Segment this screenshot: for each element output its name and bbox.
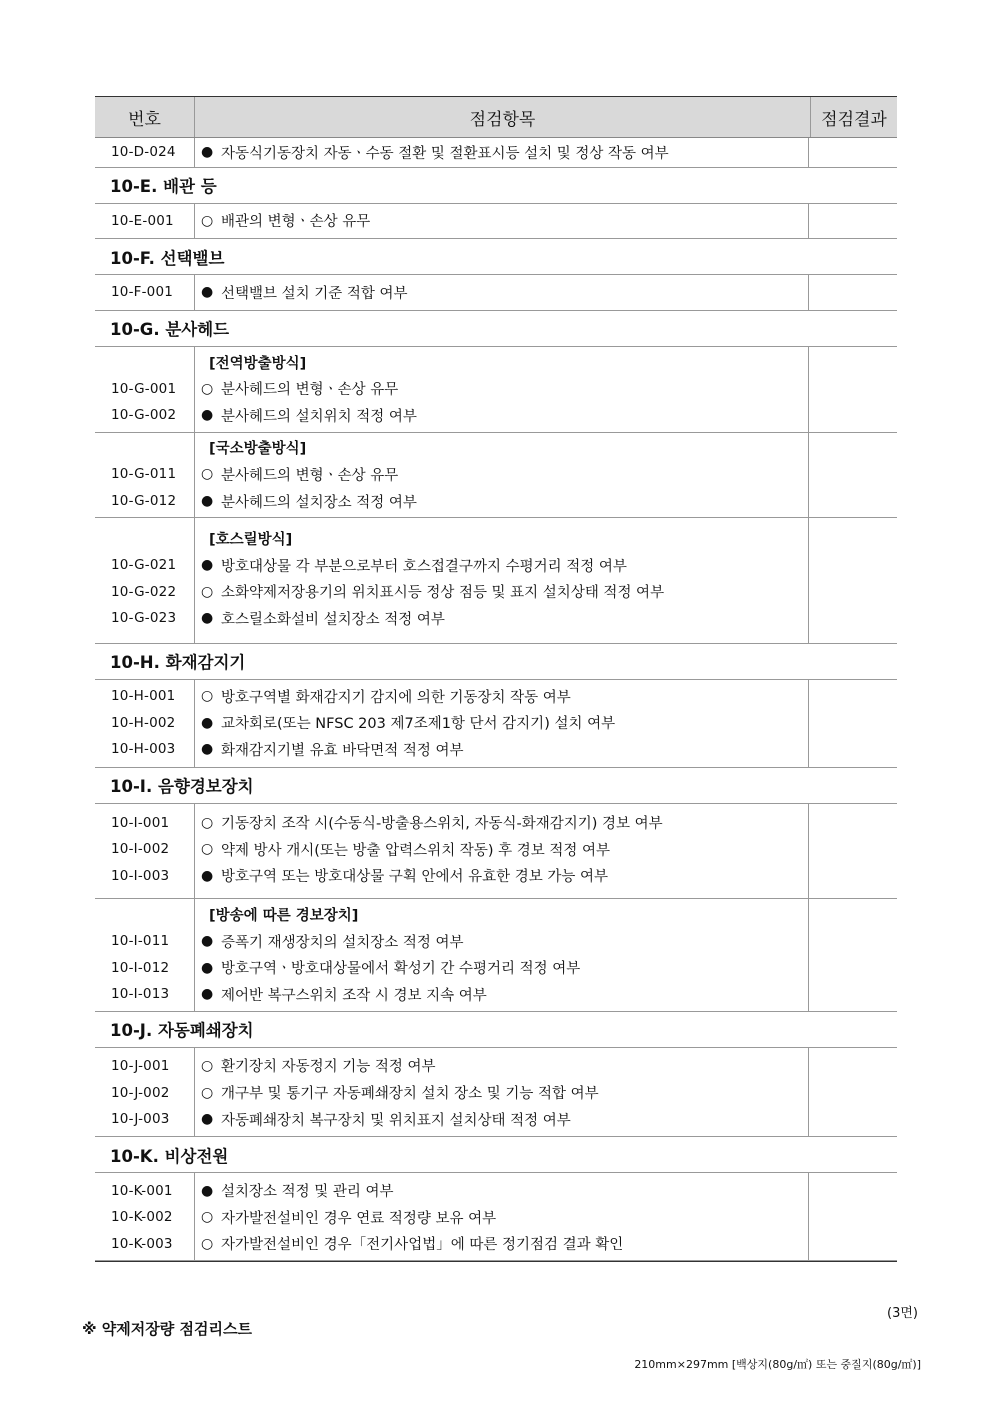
checklist-table bbox=[95, 96, 897, 1262]
filled-circle-icon: ● bbox=[201, 933, 214, 950]
item-code: 10-H-001 bbox=[111, 688, 176, 705]
item-text-cell bbox=[194, 204, 809, 239]
item-text-cell bbox=[194, 1173, 809, 1260]
open-circle-icon: ○ bbox=[201, 1057, 214, 1074]
subheading: [국소방출방식] bbox=[209, 441, 307, 458]
item-text: 약제 방사 개시(또는 방출 압력스위치 작동) 후 경보 적정 여부 bbox=[221, 842, 610, 859]
item-text: 방호구역 또는 방호대상물 구획 안에서 유효한 경보 가능 여부 bbox=[221, 869, 609, 886]
item-code: 10-I-013 bbox=[111, 986, 170, 1003]
filled-circle-icon: ● bbox=[201, 986, 214, 1003]
result-cell[interactable] bbox=[809, 899, 895, 1010]
item-code: 10-I-012 bbox=[111, 959, 170, 976]
item-number-cell bbox=[95, 275, 194, 310]
item-number-cell bbox=[95, 204, 194, 239]
table-row bbox=[95, 680, 897, 768]
item-text: 소화약제저장용기의 위치표시등 정상 점등 및 표지 설치상태 적정 여부 bbox=[221, 585, 665, 602]
item-code: 10-J-003 bbox=[111, 1111, 170, 1128]
item-text: 분사헤드의 설치위치 적정 여부 bbox=[221, 408, 417, 425]
table-row bbox=[95, 275, 897, 311]
result-cell[interactable] bbox=[809, 138, 895, 167]
item-text: 교차회로(또는 NFSC 203 제7조제1항 단서 감지기) 설치 여부 bbox=[221, 716, 616, 733]
item-text: 화재감지기별 유효 바닥면적 적정 여부 bbox=[221, 742, 464, 759]
result-cell[interactable] bbox=[809, 275, 895, 310]
item-text-cell bbox=[194, 138, 809, 167]
subheading: [호스릴방식] bbox=[209, 532, 293, 549]
open-circle-icon: ○ bbox=[201, 841, 214, 858]
item-text: 방호구역ㆍ방호대상물에서 확성기 간 수평거리 적정 여부 bbox=[221, 961, 581, 978]
open-circle-icon: ○ bbox=[201, 466, 214, 483]
item-code: 10-F-001 bbox=[111, 284, 174, 301]
item-text: 증폭기 재생장치의 설치장소 적정 여부 bbox=[221, 934, 464, 951]
item-number-cell bbox=[95, 347, 194, 432]
section-heading: 10-K. 비상전원 bbox=[95, 1137, 897, 1173]
table-row bbox=[95, 1173, 897, 1261]
result-cell[interactable] bbox=[809, 518, 895, 642]
item-text: 방호구역별 화재감지기 감지에 의한 기동장치 작동 여부 bbox=[221, 689, 571, 706]
subheading: [방송에 따른 경보장치] bbox=[209, 908, 359, 925]
item-number-cell bbox=[95, 1048, 194, 1137]
item-text: 분사헤드의 변형ㆍ손상 유무 bbox=[221, 382, 399, 399]
item-text-cell bbox=[194, 899, 809, 1010]
item-text: 호스릴소화설비 설치장소 적정 여부 bbox=[221, 611, 445, 628]
item-code: 10-G-022 bbox=[111, 583, 177, 600]
table-row bbox=[95, 899, 897, 1011]
item-code: 10-J-001 bbox=[111, 1057, 170, 1074]
item-code: 10-G-023 bbox=[111, 610, 177, 627]
result-cell[interactable] bbox=[809, 1048, 895, 1137]
item-number-cell bbox=[95, 680, 194, 767]
result-cell[interactable] bbox=[809, 433, 895, 518]
open-circle-icon: ○ bbox=[201, 1084, 214, 1101]
open-circle-icon: ○ bbox=[201, 380, 214, 397]
item-code: 10-I-011 bbox=[111, 933, 170, 950]
item-text: 제어반 복구스위치 조작 시 경보 지속 여부 bbox=[221, 987, 487, 1004]
subheading: [전역방출방식] bbox=[209, 355, 307, 372]
item-text: 기동장치 조작 시(수동식-방출용스위치, 자동식-화재감지기) 경보 여부 bbox=[221, 816, 663, 833]
filled-circle-icon: ● bbox=[201, 1111, 214, 1128]
item-text-cell bbox=[194, 347, 809, 432]
header-result: 점검결과 bbox=[821, 109, 887, 130]
open-circle-icon: ○ bbox=[201, 583, 214, 600]
item-code: 10-G-011 bbox=[111, 466, 177, 483]
item-code: 10-G-012 bbox=[111, 493, 177, 510]
open-circle-icon: ○ bbox=[201, 212, 214, 229]
item-text-cell bbox=[194, 518, 809, 642]
table-row bbox=[95, 804, 897, 900]
item-text: 자가발전설비인 경우 연료 적정량 보유 여부 bbox=[221, 1210, 497, 1227]
item-text-cell bbox=[194, 1048, 809, 1137]
table-header bbox=[95, 97, 897, 138]
item-text: 자동식기동장치 자동ㆍ수동 절환 및 절환표시등 설치 및 정상 작동 여부 bbox=[221, 145, 669, 162]
item-text: 분사헤드의 변형ㆍ손상 유무 bbox=[221, 467, 399, 484]
filled-circle-icon: ● bbox=[201, 741, 214, 758]
item-text: 배관의 변형ㆍ손상 유무 bbox=[221, 214, 371, 231]
filled-circle-icon: ● bbox=[201, 557, 214, 574]
header-item: 점검항목 bbox=[194, 97, 811, 137]
open-circle-icon: ○ bbox=[201, 1235, 214, 1252]
item-code: 10-G-002 bbox=[111, 407, 177, 424]
item-text-cell bbox=[194, 433, 809, 518]
item-text: 방호대상물 각 부분으로부터 호스접결구까지 수평거리 적정 여부 bbox=[221, 558, 627, 575]
table-row bbox=[95, 1048, 897, 1138]
item-number-cell bbox=[95, 804, 194, 899]
item-text: 설치장소 적정 및 관리 여부 bbox=[221, 1184, 394, 1201]
open-circle-icon: ○ bbox=[201, 1209, 214, 1226]
result-cell[interactable] bbox=[809, 204, 895, 239]
item-code: 10-G-021 bbox=[111, 557, 177, 574]
filled-circle-icon: ● bbox=[201, 959, 214, 976]
filled-circle-icon: ● bbox=[201, 493, 214, 510]
table-row bbox=[95, 518, 897, 643]
section-heading: 10-G. 분사헤드 bbox=[95, 311, 897, 347]
item-text: 자동폐쇄장치 복구장치 및 위치표지 설치상태 적정 여부 bbox=[221, 1112, 571, 1129]
item-number-cell bbox=[95, 1173, 194, 1260]
filled-circle-icon: ● bbox=[201, 867, 214, 884]
item-code: 10-G-001 bbox=[111, 380, 177, 397]
table-row bbox=[95, 138, 897, 168]
result-cell[interactable] bbox=[809, 347, 895, 432]
item-text: 개구부 및 통기구 자동폐쇄장치 설치 장소 및 기능 적합 여부 bbox=[221, 1086, 599, 1103]
open-circle-icon: ○ bbox=[201, 688, 214, 705]
paper-spec: 210mm×297mm [백상지(80g/㎡) 또는 중질지(80g/㎡)] bbox=[634, 1358, 921, 1371]
table-row bbox=[95, 433, 897, 519]
item-text: 환기장치 자동정지 기능 적정 여부 bbox=[221, 1059, 436, 1076]
filled-circle-icon: ● bbox=[201, 610, 214, 627]
table-row bbox=[95, 204, 897, 240]
item-number-cell bbox=[95, 899, 194, 1010]
page-number: (3면) bbox=[887, 1306, 918, 1321]
item-text-cell bbox=[194, 680, 809, 767]
item-number-cell bbox=[95, 518, 194, 642]
filled-circle-icon: ● bbox=[201, 407, 214, 424]
item-code: 10-H-002 bbox=[111, 714, 176, 731]
result-cell[interactable] bbox=[809, 680, 895, 767]
item-number-cell bbox=[95, 138, 194, 167]
filled-circle-icon: ● bbox=[201, 714, 214, 731]
filled-circle-icon: ● bbox=[201, 1182, 214, 1199]
result-cell[interactable] bbox=[809, 1173, 895, 1260]
item-text-cell bbox=[194, 275, 809, 310]
next-section-note: ※ 약제저장량 점검리스트 bbox=[82, 1320, 252, 1338]
item-code: 10-I-002 bbox=[111, 841, 170, 858]
result-cell[interactable] bbox=[809, 804, 895, 899]
table-body bbox=[95, 138, 897, 1261]
item-code: 10-I-001 bbox=[111, 814, 170, 831]
filled-circle-icon: ● bbox=[201, 284, 214, 301]
section-heading: 10-J. 자동폐쇄장치 bbox=[95, 1012, 897, 1048]
open-circle-icon: ○ bbox=[201, 814, 214, 831]
item-text: 자가발전설비인 경우「전기사업법」에 따른 정기점검 결과 확인 bbox=[221, 1237, 624, 1254]
table-row bbox=[95, 347, 897, 433]
item-number-cell bbox=[95, 433, 194, 518]
section-heading: 10-H. 화재감지기 bbox=[95, 644, 897, 680]
section-heading: 10-F. 선택밸브 bbox=[95, 239, 897, 275]
item-code: 10-I-003 bbox=[111, 867, 170, 884]
item-text: 선택밸브 설치 기준 적합 여부 bbox=[221, 285, 408, 302]
section-heading: 10-I. 음향경보장치 bbox=[95, 768, 897, 804]
item-code: 10-J-002 bbox=[111, 1084, 170, 1101]
section-heading: 10-E. 배관 등 bbox=[95, 168, 897, 204]
item-code: 10-K-003 bbox=[111, 1235, 173, 1252]
item-code: 10-H-003 bbox=[111, 741, 176, 758]
item-text-cell bbox=[194, 804, 809, 899]
item-text: 분사헤드의 설치장소 적정 여부 bbox=[221, 494, 417, 511]
item-code: 10-K-002 bbox=[111, 1209, 173, 1226]
header-number: 번호 bbox=[128, 109, 161, 130]
item-code: 10-K-001 bbox=[111, 1182, 173, 1199]
item-code: 10-E-001 bbox=[111, 212, 174, 229]
filled-circle-icon: ● bbox=[201, 144, 214, 161]
item-code: 10-D-024 bbox=[111, 144, 176, 161]
